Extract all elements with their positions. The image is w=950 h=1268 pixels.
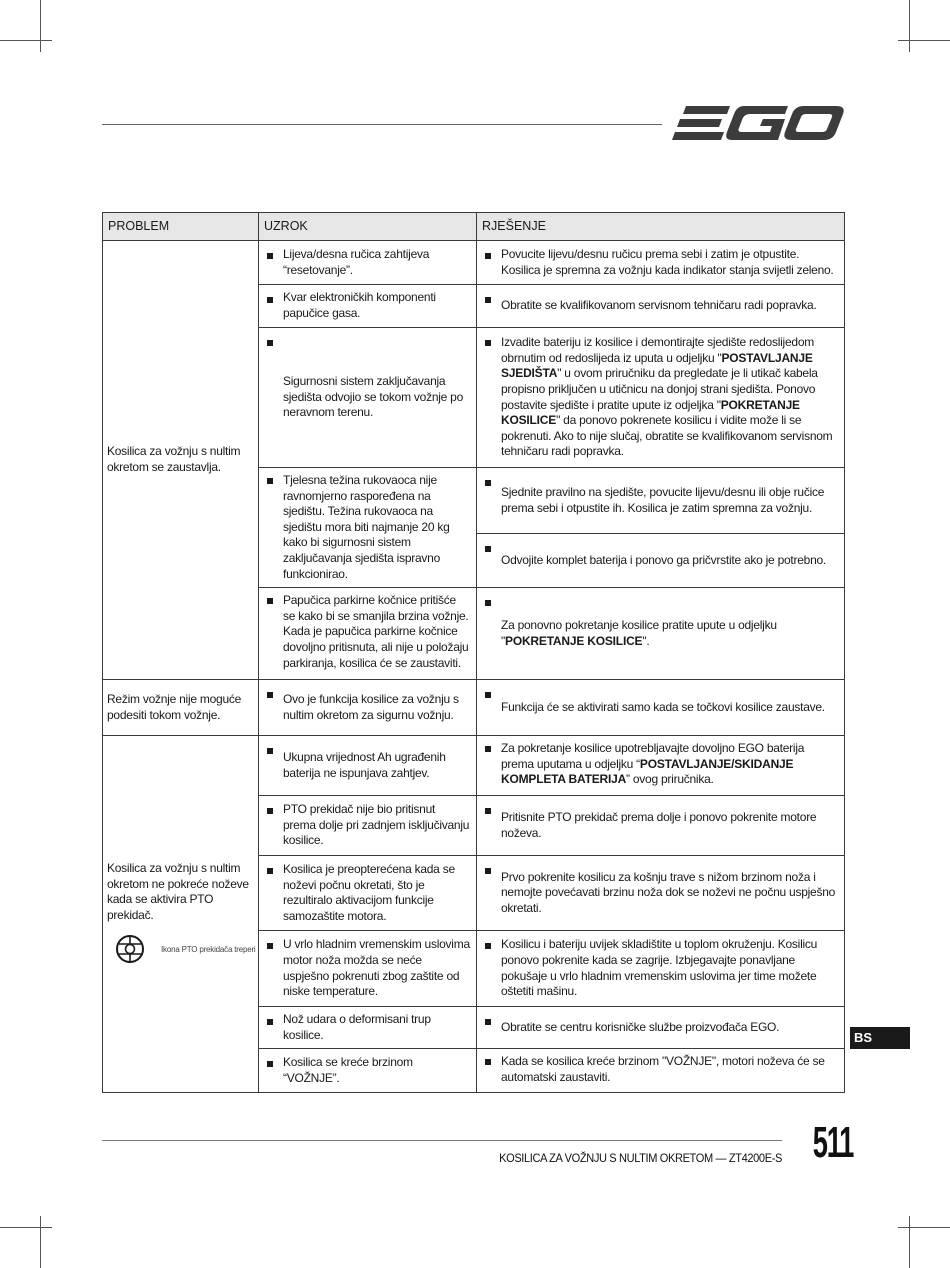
solution-cell: Funkcija će se aktivirati samo kada se točkovi kosilice zaustave.: [477, 680, 845, 736]
cause-cell: Ukupna vrijednost Ah ugrađenih baterija ne ispunjava zahtjev.: [259, 736, 477, 796]
solution-text: " da ponovo pokrenete kosilicu i vidite može li se pokrenuti. Ako to nije slučaj, obratite se kvalifikovanom servisnom tehničaru radi popravka.: [501, 413, 833, 459]
crop-mark: [909, 1216, 910, 1268]
pto-switch-icon: [115, 934, 145, 964]
footer-title: KOSILICA ZA VOŽNJU S NULTIM OKRETOM — ZT4200E-S: [499, 1151, 782, 1165]
table-row: [103, 680, 845, 736]
crop-mark: [898, 1227, 950, 1228]
solution-cell: [477, 328, 845, 468]
table-header-row: [103, 213, 845, 241]
cause-cell: Papučica parkirne kočnice pritišće se kako bi se smanjila brzina vožnje. Kada je papučica parkirne kočnice dovoljno pritisnuta, ali nije u položaju parkiranja, kosilica će se zaustaviti.: [259, 588, 477, 680]
crop-mark: [40, 1216, 41, 1268]
cause-cell: Kosilica se kreće brzinom “VOŽNJE”.: [259, 1049, 477, 1093]
problem-cell: [103, 736, 259, 1093]
solution-text: ".: [642, 633, 650, 648]
solution-cell: Kosilicu i bateriju uvijek skladištite u toplom okruženju. Kosilicu ponovo pokrenite kada se zagrije. Izbjegavajte ponavljane pokušaje u vrlo hladnim vremenskim uslovima jer time možete oštetiti mašinu.: [477, 931, 845, 1007]
troubleshooting-table: [102, 212, 845, 1093]
cause-cell: Ovo je funkcija kosilice za vožnju s nultim okretom za sigurnu vožnju.: [259, 680, 477, 736]
problem-cell: Režim vožnje nije moguće podesiti tokom vožnje.: [103, 680, 259, 736]
cause-cell: Kvar elektroničkih komponenti papučice gasa.: [259, 285, 477, 328]
solution-text: Za pokretanje kosilice upotrebljavajte dovoljno EGO baterija prema uputama u odjeljku “: [501, 741, 805, 771]
solution-cell: [477, 736, 845, 796]
footer-rule: [102, 1140, 782, 1141]
cause-cell: Lijeva/desna ručica zahtijeva “resetovanje”.: [259, 241, 477, 285]
crop-mark: [898, 40, 950, 41]
language-tab: BS: [850, 1027, 910, 1049]
cause-cell: Sigurnosni sistem zaključavanja sjedišta odvojio se tokom vožnje po neravnom terenu.: [259, 328, 477, 468]
header-problem: PROBLEM: [103, 213, 259, 241]
cause-cell: Nož udara o deformisani trup kosilice.: [259, 1007, 477, 1049]
solution-cell: Obratite se centru korisničke službe proizvođača EGO.: [477, 1007, 845, 1049]
solution-cell: Sjednite pravilno na sjedište, povucite lijevu/desnu ili obje ručice prema sebi i otpustite ih. Kosilica je zatim spremna za vožnju.: [477, 468, 845, 534]
table-row: [103, 736, 845, 796]
crop-mark: [40, 0, 41, 52]
header-cause: UZROK: [259, 213, 477, 241]
ego-logo: [672, 102, 844, 144]
section-ref: POSTAVLJANJE/SKIDANJE KOMPLETA BATERIJA: [501, 756, 794, 787]
problem-text: Kosilica za vožnju s nultim okretom ne pokreće noževe kada se aktivira PTO prekidač.: [107, 861, 249, 922]
section-ref: POKRETANJE KOSILICE: [505, 633, 643, 648]
solution-text: Izvadite bateriju iz kosilice i demontirajte sjedište redoslijedom obrnutim od redoslijeda iz uputa u odjeljku ": [501, 335, 814, 365]
table-row: [103, 241, 845, 285]
crop-mark: [0, 1227, 52, 1228]
cause-cell: Kosilica je preopterećena kada se noževi počnu okretati, što je rezultiralo aktivacijom funkcije samozaštite motora.: [259, 856, 477, 931]
header-rule: [102, 124, 662, 125]
crop-mark: [909, 0, 910, 52]
solution-cell: Pritisnite PTO prekidač prema dolje i ponovo pokrenite motore noževa.: [477, 796, 845, 856]
page-number: 511: [812, 1118, 854, 1167]
solution-cell: Obratite se kvalifikovanom servisnom tehničaru radi popravka.: [477, 285, 845, 328]
solution-text: " u ovom priručniku da pregledate je li utikač kabela propisno priključen u utičnicu na donjoj strani sjedišta. Ponovo postavite sjedište i pratite upute iz odjeljka ": [501, 366, 818, 412]
solution-text: Za ponovno pokretanje kosilice pratite upute u odjeljku ": [501, 618, 777, 648]
solution-cell: Kada se kosilica kreće brzinom "VOŽNJE", motori noževa će se automatski zaustaviti.: [477, 1049, 845, 1093]
solution-cell: Prvo pokrenite kosilicu za košnju trave s nižom brzinom noža i nemojte povećavati brzinu noža dok se noževi ne počnu uspješno okretati.: [477, 856, 845, 931]
solution-text: ” ovog priručnika.: [626, 772, 714, 787]
header-solution: RJEŠENJE: [477, 213, 845, 241]
solution-cell: [477, 588, 845, 680]
pto-icon-legend: [107, 931, 256, 967]
section-ref: POKRETANJE KOSILICE: [501, 397, 800, 428]
section-ref: POSTAVLJANJE SJEDIŠTA: [501, 350, 813, 381]
crop-mark: [0, 40, 52, 41]
cause-cell: PTO prekidač nije bio pritisnut prema dolje pri zadnjem isključivanju kosilice.: [259, 796, 477, 856]
cause-cell: Tjelesna težina rukovaoca nije ravnomjerno raspoređena na sjedištu. Težina rukovaoca na sjedištu mora biti najmanje 20 kg kako bi sigurnosni sistem zaključavanja sjedišta ispravno funkcionirao.: [259, 468, 477, 588]
cause-cell: U vrlo hladnim vremenskim uslovima motor noža možda se neće uspješno pokrenuti zbog zaštite od niske temperature.: [259, 931, 477, 1007]
pto-icon-caption: Ikona PTO prekidača treperi: [161, 944, 256, 954]
problem-cell: Kosilica za vožnju s nultim okretom se zaustavlja.: [103, 241, 259, 680]
solution-cell: Odvojite komplet baterija i ponovo ga pričvrstite ako je potrebno.: [477, 534, 845, 588]
solution-cell: Povucite lijevu/desnu ručicu prema sebi i zatim je otpustite. Kosilica je spremna za vožnju kada indikator stanja svijetli zeleno.: [477, 241, 845, 285]
